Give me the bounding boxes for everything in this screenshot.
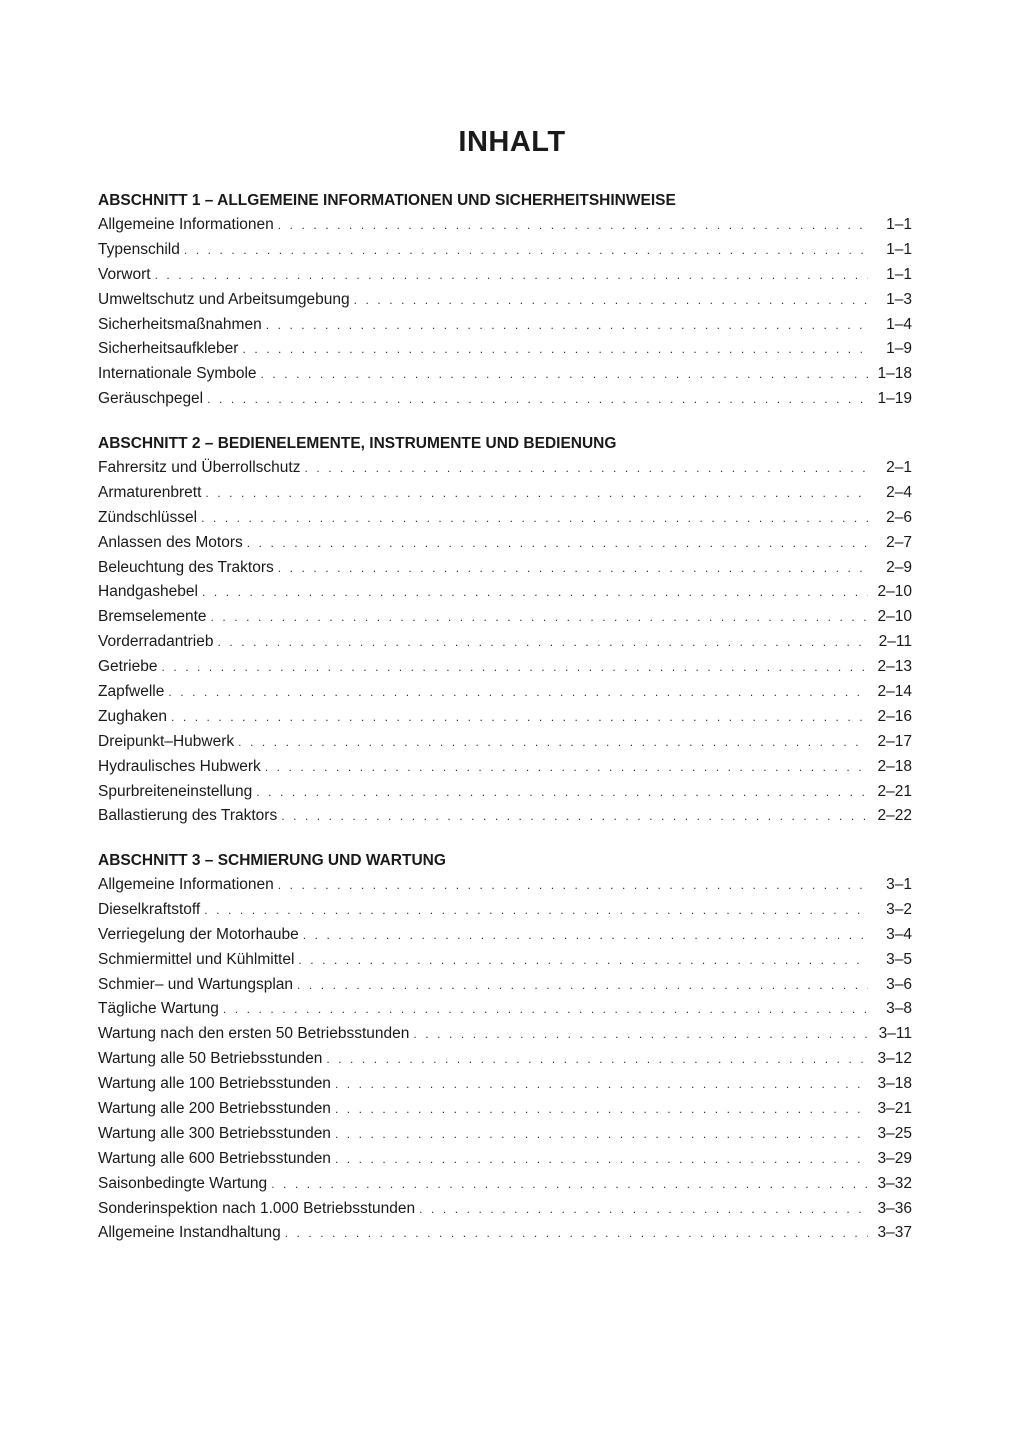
entry-page: 3–8 (886, 1000, 912, 1018)
entry-label: Tägliche Wartung (98, 1000, 219, 1018)
dot-leader (285, 1221, 868, 1246)
entry-label: Sicherheitsaufkleber (98, 340, 239, 358)
entry-page: 2–17 (877, 732, 912, 750)
toc-entry[interactable] (98, 705, 912, 730)
entry-page: 2–14 (877, 683, 912, 701)
entry-page: 1–1 (886, 240, 912, 258)
toc-entry[interactable] (98, 948, 912, 973)
entry-page: 3–36 (877, 1199, 912, 1217)
entry-label: Dieselkraftstoff (98, 900, 201, 918)
toc-entry[interactable] (98, 263, 912, 288)
entry-page: 3–6 (886, 975, 912, 993)
entry-page: 2–7 (886, 533, 912, 551)
toc-entry[interactable] (98, 580, 912, 605)
toc-section-1 (98, 188, 912, 412)
toc-entry[interactable] (98, 313, 912, 338)
dot-leader (413, 1022, 868, 1047)
toc-entry[interactable] (98, 923, 912, 948)
toc-entry[interactable] (98, 873, 912, 898)
dot-leader (303, 923, 868, 948)
dot-leader (298, 948, 868, 973)
entry-label: Allgemeine Informationen (98, 876, 274, 893)
dot-leader (281, 804, 868, 829)
entry-page: 2–18 (877, 757, 912, 775)
entry-label: Wartung alle 100 Betriebsstunden (98, 1075, 331, 1093)
entry-page: 1–18 (877, 365, 912, 383)
toc-entry[interactable] (98, 1197, 912, 1222)
dot-leader (161, 655, 868, 680)
dot-leader (201, 506, 868, 531)
dot-leader (278, 873, 868, 898)
toc-entry[interactable] (98, 556, 912, 581)
entry-label: Schmiermittel und Kühlmittel (98, 950, 295, 968)
entry-page: 2–22 (877, 807, 912, 825)
entry-label: Beleuchtung des Traktors (98, 558, 274, 576)
entry-label: Zapfwelle (98, 683, 165, 701)
dot-leader (171, 705, 868, 730)
toc-entry[interactable] (98, 1047, 912, 1072)
dot-leader (211, 605, 868, 630)
entry-label: Getriebe (98, 658, 158, 676)
entry-page: 1–1 (886, 216, 912, 233)
entry-page: 3–5 (886, 950, 912, 968)
dot-leader (335, 1147, 868, 1172)
entry-label: Allgemeine Instandhaltung (98, 1224, 281, 1242)
toc-section-3 (98, 848, 912, 1246)
dot-leader (266, 313, 868, 338)
entry-label: Dreipunkt–Hubwerk (98, 732, 235, 750)
entry-page: 3–37 (877, 1224, 912, 1242)
dot-leader (217, 630, 868, 655)
entry-label: Geräuschpegel (98, 390, 204, 408)
entry-page: 3–29 (877, 1149, 912, 1167)
entry-page: 3–18 (877, 1075, 912, 1093)
entry-page: 1–9 (886, 340, 912, 358)
entry-label: Schmier– und Wartungsplan (98, 975, 293, 993)
dot-leader (202, 580, 868, 605)
toc-entry[interactable] (98, 973, 912, 998)
toc-entry[interactable] (98, 213, 912, 238)
dot-leader (205, 481, 868, 506)
entry-label: Spurbreiteneinstellung (98, 782, 253, 800)
toc-entry[interactable] (98, 605, 912, 630)
entry-label: Wartung alle 600 Betriebsstunden (98, 1149, 331, 1167)
entry-label: Vorderradantrieb (98, 633, 214, 651)
entry-label: Sicherheitsmaßnahmen (98, 315, 262, 333)
entry-page: 3–21 (877, 1100, 912, 1118)
dot-leader (261, 362, 868, 387)
entry-page: 3–11 (878, 1025, 912, 1043)
entry-label: Sonderinspektion nach 1.000 Betriebsstunden (98, 1199, 416, 1217)
entry-page: 2–21 (877, 782, 912, 800)
entry-page: 2–6 (886, 508, 912, 526)
dot-leader (297, 973, 868, 998)
entry-label: Typenschild (98, 240, 180, 258)
entry-label: Zündschlüssel (98, 508, 198, 526)
toc-entry[interactable] (98, 780, 912, 805)
entry-page: 2–4 (886, 483, 912, 501)
dot-leader (335, 1072, 868, 1097)
toc-entry[interactable] (98, 755, 912, 780)
section-heading: ABSCHNITT 1 – ALLGEMEINE INFORMATIONEN UND SICHERHEITSHINWEISE (98, 192, 676, 209)
entry-label: Anlassen des Motors (98, 533, 243, 551)
entry-label: Wartung alle 50 Betriebsstunden (98, 1050, 323, 1068)
entry-page: 2–10 (877, 583, 912, 601)
toc-entry[interactable] (98, 804, 912, 829)
section-heading: ABSCHNITT 3 – SCHMIERUNG UND WARTUNG (98, 852, 446, 869)
entry-page: 1–1 (886, 265, 912, 283)
dot-leader (335, 1097, 868, 1122)
entry-page: 3–25 (877, 1124, 912, 1142)
entry-page: 2–13 (877, 658, 912, 676)
dot-leader (168, 680, 868, 705)
dot-leader (247, 531, 868, 556)
dot-leader (238, 730, 868, 755)
entry-page: 3–2 (886, 900, 912, 918)
entry-label: Fahrersitz und Überrollschutz (98, 459, 301, 476)
toc-entry[interactable] (98, 1221, 912, 1246)
entry-page: 2–11 (878, 633, 912, 651)
dot-leader (265, 755, 868, 780)
entry-label: Hydraulisches Hubwerk (98, 757, 261, 775)
dot-leader (335, 1122, 868, 1147)
toc-entry[interactable] (98, 506, 912, 531)
entry-label: Internationale Symbole (98, 365, 257, 383)
toc-section-2 (98, 431, 912, 829)
dot-leader (207, 387, 868, 412)
entry-page: 3–1 (886, 876, 912, 893)
dot-leader (278, 556, 868, 581)
toc-entry[interactable] (98, 387, 912, 412)
entry-label: Allgemeine Informationen (98, 216, 274, 233)
entry-label: Bremselemente (98, 608, 207, 626)
section-heading: ABSCHNITT 2 – BEDIENELEMENTE, INSTRUMENTE UND BEDIENUNG (98, 435, 617, 452)
toc-entry[interactable] (98, 238, 912, 263)
toc-entry[interactable] (98, 456, 912, 481)
entry-label: Wartung alle 300 Betriebsstunden (98, 1124, 331, 1142)
entry-label: Ballastierung des Traktors (98, 807, 278, 825)
entry-page: 2–9 (886, 558, 912, 576)
toc-entry[interactable] (98, 362, 912, 387)
entry-page: 1–19 (877, 390, 912, 408)
entry-label: Umweltschutz und Arbeitsumgebung (98, 290, 350, 308)
entry-page: 1–4 (886, 315, 912, 333)
entry-label: Wartung nach den ersten 50 Betriebsstunden (98, 1025, 410, 1043)
toc-entry[interactable] (98, 730, 912, 755)
toc-entry[interactable] (98, 655, 912, 680)
dot-leader (326, 1047, 868, 1072)
toc-entry[interactable] (98, 997, 912, 1022)
entry-label: Zughaken (98, 707, 167, 725)
page-title: INHALT (458, 126, 566, 158)
toc-entry[interactable] (98, 1022, 912, 1047)
entry-page: 2–16 (877, 707, 912, 725)
toc-entry[interactable] (98, 630, 912, 655)
toc-entry[interactable] (98, 337, 912, 362)
dot-leader (256, 780, 868, 805)
toc-entry[interactable] (98, 288, 912, 313)
entry-page: 1–3 (886, 290, 912, 308)
toc-entry[interactable] (98, 898, 912, 923)
entry-label: Armaturenbrett (98, 483, 202, 501)
toc-entry[interactable] (98, 1147, 912, 1172)
dot-leader (223, 997, 868, 1022)
dot-leader (242, 337, 868, 362)
dot-leader (184, 238, 868, 263)
dot-leader (204, 898, 868, 923)
entry-page: 3–4 (886, 925, 912, 943)
entry-page: 3–32 (877, 1174, 912, 1192)
entry-label: Verriegelung der Motorhaube (98, 925, 299, 943)
toc-entry[interactable] (98, 1172, 912, 1197)
entry-page: 3–12 (877, 1050, 912, 1068)
entry-label: Handgashebel (98, 583, 198, 601)
toc-entry[interactable] (98, 1072, 912, 1097)
dot-leader (155, 263, 868, 288)
toc-entry[interactable] (98, 1097, 912, 1122)
toc-entry[interactable] (98, 680, 912, 705)
dot-leader (278, 213, 868, 238)
toc-entry[interactable] (98, 531, 912, 556)
entry-page: 2–10 (877, 608, 912, 626)
dot-leader (271, 1172, 868, 1197)
entry-page: 2–1 (886, 459, 912, 476)
dot-leader (304, 456, 868, 481)
dot-leader (354, 288, 868, 313)
entry-label: Saisonbedingte Wartung (98, 1174, 268, 1192)
entry-label: Vorwort (98, 265, 151, 283)
toc-entry[interactable] (98, 1122, 912, 1147)
toc-entry[interactable] (98, 481, 912, 506)
dot-leader (419, 1197, 868, 1222)
entry-label: Wartung alle 200 Betriebsstunden (98, 1100, 331, 1118)
